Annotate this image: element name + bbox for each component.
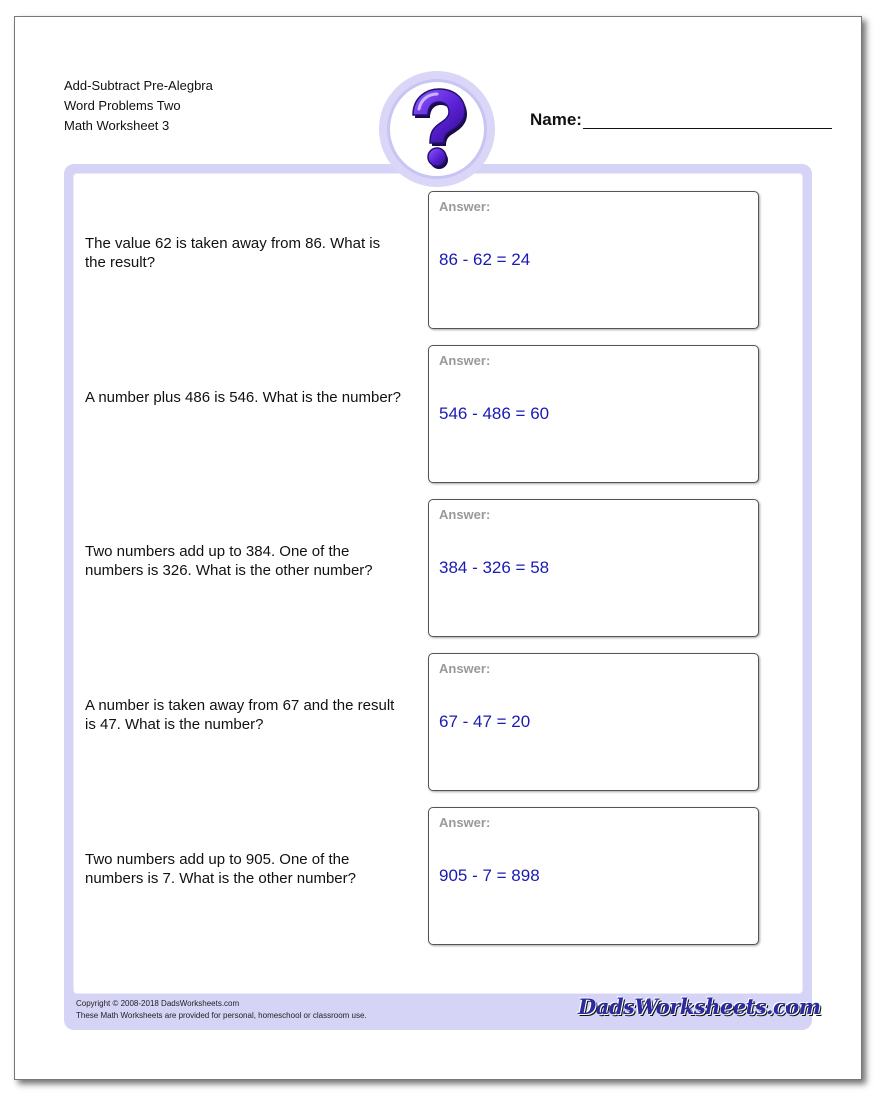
footer-note: These Math Worksheets are provided for personal, homeschool or classroom use. xyxy=(76,1011,367,1020)
answer-label: Answer: xyxy=(439,815,491,830)
answer-label: Answer: xyxy=(439,353,491,368)
question-3: Two numbers add up to 384. One of the numbers is 326. What is the other number? xyxy=(85,543,373,579)
answer-value-1: 86 - 62 = 24 xyxy=(439,250,531,269)
question-1: The value 62 is taken away from 86. What is the result? xyxy=(85,235,381,271)
worksheet-title xyxy=(64,76,213,136)
question-badge xyxy=(379,71,495,187)
answer-label: Answer: xyxy=(439,199,491,214)
name-label: Name: xyxy=(530,110,582,129)
question-5: Two numbers add up to 905. One of the numbers is 7. What is the other number? xyxy=(85,851,356,887)
title-line-3: Math Worksheet 3 xyxy=(64,118,170,133)
answer-box-5[interactable] xyxy=(428,807,759,945)
name-field[interactable] xyxy=(530,110,832,130)
answer-label: Answer: xyxy=(439,507,491,522)
title-line-2: Word Problems Two xyxy=(64,98,181,113)
answer-value-2: 546 - 486 = 60 xyxy=(439,404,550,423)
question-4: A number is taken away from 67 and the result is 47. What is the number? xyxy=(85,697,395,733)
answer-label: Answer: xyxy=(439,661,491,676)
answer-box-2[interactable] xyxy=(428,345,759,483)
question-mark-icon xyxy=(379,71,495,187)
answer-box-4[interactable] xyxy=(428,653,759,791)
footer-copyright: Copyright © 2008-2018 DadsWorksheets.com xyxy=(76,999,240,1008)
answer-value-3: 384 - 326 = 58 xyxy=(439,558,550,577)
name-underline[interactable] xyxy=(583,128,832,129)
answer-box-1[interactable] xyxy=(428,191,759,329)
dadsworksheets-logo: DadsWorksheets.com xyxy=(578,994,821,1019)
answer-box-3[interactable] xyxy=(428,499,759,637)
answer-value-5: 905 - 7 = 898 xyxy=(439,866,540,885)
title-line-1: Add-Subtract Pre-Alegbra xyxy=(64,78,213,93)
footer xyxy=(76,998,367,1022)
answer-value-4: 67 - 47 = 20 xyxy=(439,712,531,731)
question-2: A number plus 486 is 546. What is the number? xyxy=(85,389,402,406)
